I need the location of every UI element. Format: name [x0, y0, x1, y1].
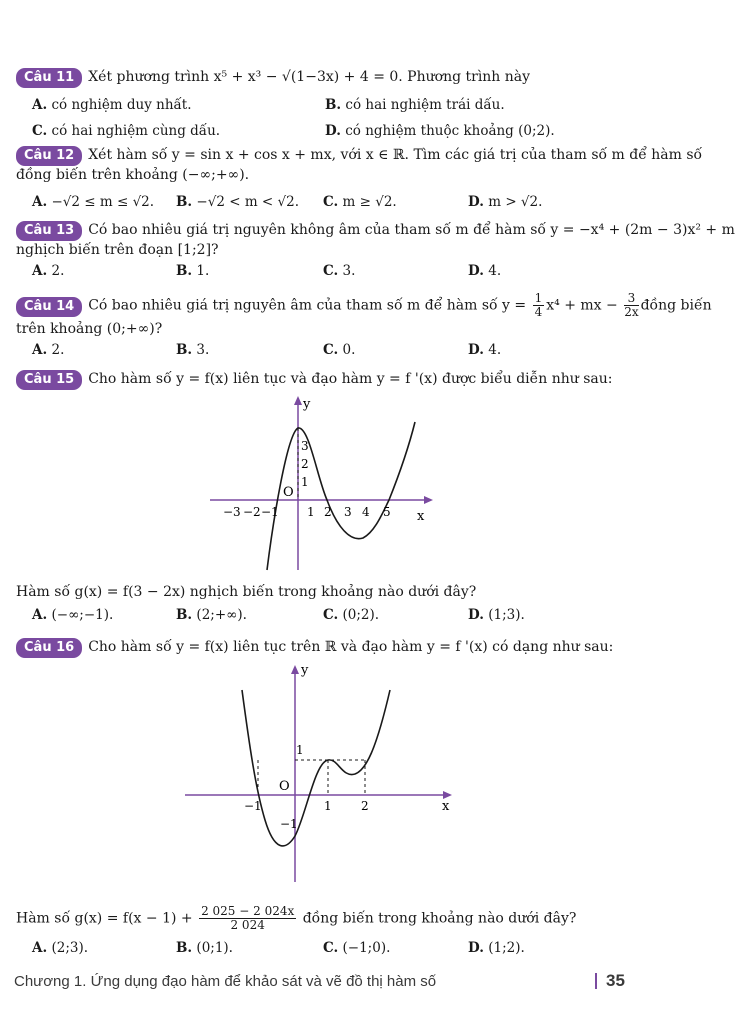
derivative-graph-15	[205, 392, 440, 574]
option-a: A. 2.	[32, 263, 65, 279]
x-tick-label: −2	[243, 505, 261, 519]
derivative-graph-16	[180, 660, 460, 886]
y-tick-label: 3	[301, 439, 309, 453]
option-a: A. (2;3).	[32, 940, 89, 956]
option-d: D. 4.	[468, 263, 502, 279]
question-12	[16, 146, 702, 166]
option-a: A. (−∞;−1).	[32, 607, 114, 623]
question-15	[16, 370, 613, 390]
option-c: C. (−1;0).	[323, 940, 391, 956]
question-badge: Câu 12	[16, 146, 82, 166]
footer-divider	[595, 973, 597, 989]
option-c: C. m ≥ √2.	[323, 194, 397, 210]
y-tick-label: 1	[301, 475, 309, 489]
page-number: 35	[606, 971, 625, 990]
question-15-prompt: Hàm số g(x) = f(3 − 2x) nghịch biến trong khoảng nào dưới đây?	[16, 584, 477, 600]
y-axis-label: y	[301, 663, 309, 678]
x-axis-arrow	[424, 496, 433, 504]
question-badge: Câu 13	[16, 221, 82, 241]
question-11	[16, 68, 530, 88]
option-c: C. có hai nghiệm cùng dấu.	[32, 123, 221, 139]
derivative-curve	[242, 690, 390, 846]
fraction: $\frac{2 025 - 2 024x}{2 024}$	[201, 904, 295, 932]
option-b: B. (0;1).	[176, 940, 233, 956]
option-d: D. (1;3).	[468, 607, 525, 623]
x-tick-label: −3	[223, 505, 241, 519]
x-tick-label: 3	[344, 505, 352, 519]
option-b: B. −√2 < m < √2.	[176, 194, 299, 210]
x-axis-label: x	[442, 799, 450, 814]
question-badge: Câu 16	[16, 638, 82, 658]
option-d: D. có nghiệm thuộc khoảng (0;2).	[325, 123, 555, 139]
option-c: C. 0.	[323, 342, 356, 358]
x-tick-label: 4	[362, 505, 370, 519]
y-axis-label: y	[303, 397, 311, 412]
option-a: A. có nghiệm duy nhất.	[32, 97, 192, 113]
x-axis-label: x	[417, 509, 425, 524]
question-badge: Câu 11	[16, 68, 82, 88]
y-axis-arrow	[294, 396, 302, 405]
option-a: A. 2.	[32, 342, 65, 358]
option-b: B. có hai nghiệm trái dấu.	[325, 97, 505, 113]
x-tick-label: 2	[361, 799, 369, 813]
question-text-cont: nghịch biến trên đoạn [1;2]?	[16, 242, 219, 258]
option-b: B. (2;+∞).	[176, 607, 247, 623]
y-axis-arrow	[291, 665, 299, 674]
y-tick-label: −1	[280, 817, 298, 831]
option-d: D. m > √2.	[468, 194, 543, 210]
origin-label: O	[279, 779, 290, 794]
y-tick-label: 1	[296, 743, 304, 757]
question-text-cont: đồng biến trên khoảng (−∞;+∞).	[16, 167, 250, 183]
option-b: B. 1.	[176, 263, 210, 279]
option-d: D. 4.	[468, 342, 502, 358]
x-tick-label: −1	[244, 799, 262, 813]
x-tick-label: 2	[324, 505, 332, 519]
question-text: Có bao nhiêu giá trị nguyên không âm của tham số m để hàm số y = −x⁴ + (2m − 3)x² + m	[88, 222, 735, 238]
question-text-cont: trên khoảng (0;+∞)?	[16, 321, 163, 337]
x-tick-label: 1	[307, 505, 315, 519]
x-tick-label: −1	[261, 505, 279, 519]
x-axis-arrow	[443, 791, 452, 799]
x-tick-label: 1	[324, 799, 332, 813]
origin-label: O	[283, 485, 294, 500]
question-16	[16, 638, 613, 658]
fraction: $\frac{3}{2x}$	[624, 291, 639, 319]
x-tick-label: 5	[383, 505, 391, 519]
question-text: Xét hàm số y = sin x + cos x + mx, với x ∈ ℝ. Tìm các giá trị của tham số m để hàm số	[88, 147, 703, 163]
question-text: Cho hàm số y = f(x) liên tục và đạo hàm y = f '(x) được biểu diễn như sau:	[88, 371, 613, 387]
question-text: Xét phương trình x⁵ + x³ − √(1−3x) + 4 = 0. Phương trình này	[88, 69, 531, 85]
option-a: A. −√2 ≤ m ≤ √2.	[32, 194, 155, 210]
question-badge: Câu 15	[16, 370, 82, 390]
question-14: Câu 14 Có bao nhiêu giá trị nguyên âm của tham số m để hàm số y = $\frac{1}{4}$ x⁴ + mx − $\frac{3}{2x}$ đồng biến	[16, 292, 712, 319]
option-d: D. (1;2).	[468, 940, 525, 956]
option-c: C. 3.	[323, 263, 356, 279]
question-16-prompt: Hàm số g(x) = f(x − 1) + $\frac{2 025 - 2 024x}{2 024}$ đồng biến trong khoảng nào dưới đây?	[16, 904, 577, 932]
question-text: Cho hàm số y = f(x) liên tục trên ℝ và đạo hàm y = f '(x) có dạng như sau:	[88, 639, 614, 655]
question-13	[16, 221, 735, 241]
chapter-footer: Chương 1. Ứng dụng đạo hàm để khảo sát và vẽ đồ thị hàm số	[14, 973, 437, 990]
option-c: C. (0;2).	[323, 607, 380, 623]
question-badge: Câu 14	[16, 297, 82, 317]
y-tick-label: 2	[301, 457, 309, 471]
option-b: B. 3.	[176, 342, 210, 358]
fraction: $\frac{1}{4}$	[534, 291, 543, 319]
